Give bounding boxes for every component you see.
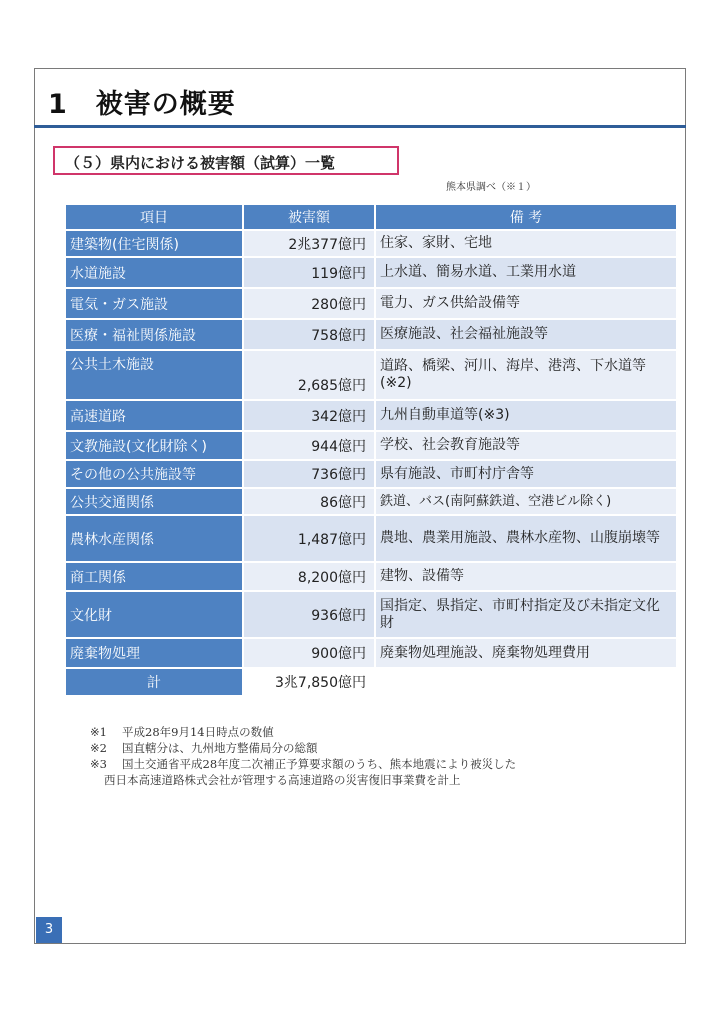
row-item: 水道施設: [65, 257, 243, 288]
row-amount: 944億円: [243, 431, 375, 460]
footnotes: [90, 724, 516, 788]
total-note-empty: [375, 668, 677, 696]
row-item: 商工関係: [65, 562, 243, 591]
row-note: 電力、ガス供給設備等: [375, 288, 677, 319]
row-item: 公共土木施設: [65, 350, 243, 400]
row-amount: 119億円: [243, 257, 375, 288]
row-note: 国指定、県指定、市町村指定及び未指定文化財: [375, 591, 677, 638]
row-amount: 758億円: [243, 319, 375, 350]
footnote-continuation: 西日本高速道路株式会社が管理する高速道路の災害復旧事業費を計上: [104, 773, 461, 787]
table-row: [65, 515, 677, 562]
row-item: 文化財: [65, 591, 243, 638]
total-label: 計: [65, 668, 243, 696]
table-row: [65, 488, 677, 515]
row-item: 廃棄物処理: [65, 638, 243, 668]
table-row: [65, 591, 677, 638]
row-item: 農林水産関係: [65, 515, 243, 562]
table-row: [65, 562, 677, 591]
row-item: 医療・福祉関係施設: [65, 319, 243, 350]
footnote-mark: ※1: [90, 725, 107, 739]
page-title: 1 被害の概要: [48, 89, 236, 120]
row-note: 道路、橋梁、河川、海岸、港湾、下水道等 (※2): [375, 350, 677, 400]
footnote-mark: ※3: [90, 757, 107, 771]
damage-table: [64, 203, 678, 697]
table-row: [65, 431, 677, 460]
table-row: [65, 400, 677, 431]
table-total-row: [65, 668, 677, 696]
footnote-mark: ※2: [90, 741, 107, 755]
source-note: 熊本県調べ（※１）: [446, 182, 536, 193]
section-subtitle: （５）県内における被害額（試算）一覧: [65, 154, 336, 172]
row-amount: 900億円: [243, 638, 375, 668]
row-item: 文教施設(文化財除く): [65, 431, 243, 460]
row-note: 住家、家財、宅地: [375, 230, 677, 257]
footnote: [90, 724, 516, 740]
header-amount: 被害額: [243, 204, 375, 230]
footnote: [90, 740, 516, 756]
total-amount: 3兆7,850億円: [243, 668, 375, 696]
header-note: 備 考: [375, 204, 677, 230]
row-amount: 2兆377億円: [243, 230, 375, 257]
row-amount: 342億円: [243, 400, 375, 431]
footnote-text: 国直轄分は、九州地方整備局分の総額: [122, 741, 318, 755]
row-note: 農地、農業用施設、農林水産物、山腹崩壊等: [375, 515, 677, 562]
table-row: [65, 350, 677, 400]
header-item: 項目: [65, 204, 243, 230]
table-row: [65, 460, 677, 488]
footnote: [90, 756, 516, 772]
row-amount: 2,685億円: [243, 350, 375, 400]
row-item: その他の公共施設等: [65, 460, 243, 488]
row-note: 医療施設、社会福祉施設等: [375, 319, 677, 350]
row-item: 高速道路: [65, 400, 243, 431]
row-item: 公共交通関係: [65, 488, 243, 515]
table-row: [65, 319, 677, 350]
section-subtitle-box: [53, 146, 399, 175]
row-note: 県有施設、市町村庁舎等: [375, 460, 677, 488]
row-note: 九州自動車道等(※3): [375, 400, 677, 431]
row-amount: 8,200億円: [243, 562, 375, 591]
table-row: [65, 257, 677, 288]
row-amount: 86億円: [243, 488, 375, 515]
row-note: 鉄道、バス(南阿蘇鉄道、空港ビル除く): [375, 488, 677, 515]
table-header-row: [65, 204, 677, 230]
table-row: [65, 638, 677, 668]
row-item: 建築物(住宅関係): [65, 230, 243, 257]
row-amount: 936億円: [243, 591, 375, 638]
table-row: [65, 230, 677, 257]
page-number: 3: [36, 917, 62, 943]
row-item: 電気・ガス施設: [65, 288, 243, 319]
table-row: [65, 288, 677, 319]
page-title-bar: [34, 68, 686, 128]
row-amount: 280億円: [243, 288, 375, 319]
row-amount: 736億円: [243, 460, 375, 488]
footnote-text: 平成28年9月14日時点の数値: [122, 725, 274, 739]
footnote-text: 国土交通省平成28年度二次補正予算要求額のうち、熊本地震により被災した: [122, 757, 517, 771]
row-amount: 1,487億円: [243, 515, 375, 562]
row-note: 上水道、簡易水道、工業用水道: [375, 257, 677, 288]
row-note: 学校、社会教育施設等: [375, 431, 677, 460]
row-note: 廃棄物処理施設、廃棄物処理費用: [375, 638, 677, 668]
row-note: 建物、設備等: [375, 562, 677, 591]
